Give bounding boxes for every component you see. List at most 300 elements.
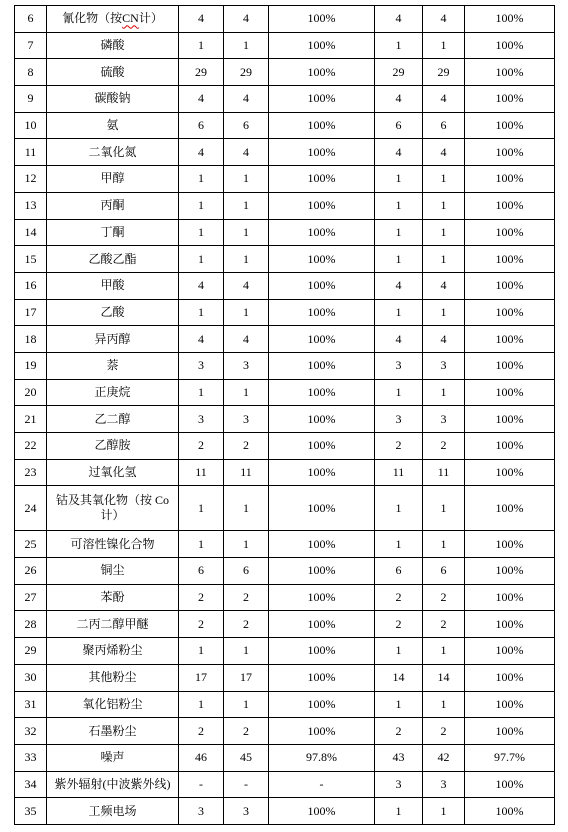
row-number-cell: 26 (15, 558, 47, 585)
value-1-cell: 1 (179, 638, 224, 665)
item-name-cell (47, 166, 179, 193)
value-1-cell: 4 (179, 272, 224, 299)
value-2-cell: 45 (224, 744, 269, 771)
value-4-cell: 1 (423, 32, 465, 59)
item-name-text: 氧化铝粉尘 (82, 696, 143, 711)
table-row (15, 379, 555, 406)
value-2-cell: 4 (224, 6, 269, 33)
rate-1-cell: 100% (269, 32, 375, 59)
row-number-cell: 31 (15, 691, 47, 718)
rate-2-cell: 100% (465, 406, 555, 433)
rate-1-cell: 100% (269, 584, 375, 611)
rate-2-cell: 100% (465, 59, 555, 86)
value-2-cell: 1 (224, 192, 269, 219)
row-number-cell: 30 (15, 664, 47, 691)
row-number-cell: 34 (15, 771, 47, 798)
rate-2-cell: 97.7% (465, 744, 555, 771)
value-4-cell: 6 (423, 558, 465, 585)
value-4-cell: 1 (423, 219, 465, 246)
value-4-cell: 4 (423, 272, 465, 299)
table-row (15, 112, 555, 139)
item-name-text: 可溶性镍化合物 (70, 536, 155, 551)
value-3-cell: 14 (375, 664, 423, 691)
rate-2-cell: 100% (465, 798, 555, 825)
rate-2-cell: 100% (465, 691, 555, 718)
row-number-cell: 25 (15, 531, 47, 558)
value-3-cell: 1 (375, 299, 423, 326)
item-name-text: 乙二醇 (94, 411, 131, 426)
rate-1-cell: 100% (269, 691, 375, 718)
value-1-cell: 2 (179, 433, 224, 460)
value-1-cell: 1 (179, 192, 224, 219)
item-name-tail: 计） (138, 11, 163, 26)
value-3-cell: 4 (375, 86, 423, 113)
rate-1-cell: 100% (269, 6, 375, 33)
item-name-cell (47, 299, 179, 326)
value-2-cell: 6 (224, 558, 269, 585)
rate-2-cell: 100% (465, 192, 555, 219)
value-4-cell: 2 (423, 584, 465, 611)
row-number-cell: 28 (15, 611, 47, 638)
table-row (15, 139, 555, 166)
rate-2-cell: 100% (465, 771, 555, 798)
item-name-cell (47, 798, 179, 825)
value-4-cell: 1 (423, 299, 465, 326)
value-2-cell: 4 (224, 86, 269, 113)
value-4-cell: 4 (423, 326, 465, 353)
value-2-cell: 3 (224, 406, 269, 433)
row-number-cell: 20 (15, 379, 47, 406)
item-name-cell (47, 459, 179, 486)
rate-1-cell: 100% (269, 379, 375, 406)
row-number-cell: 15 (15, 246, 47, 273)
table-row (15, 531, 555, 558)
item-name-cell (47, 352, 179, 379)
item-name-cell (47, 558, 179, 585)
row-number-cell: 27 (15, 584, 47, 611)
row-number-cell: 35 (15, 798, 47, 825)
value-4-cell: 29 (423, 59, 465, 86)
rate-1-cell: - (269, 771, 375, 798)
value-1-cell: 1 (179, 219, 224, 246)
item-name-cell (47, 59, 179, 86)
value-3-cell: 2 (375, 611, 423, 638)
row-number-cell: 11 (15, 139, 47, 166)
value-1-cell: 6 (179, 112, 224, 139)
table-row (15, 326, 555, 353)
value-3-cell: 4 (375, 326, 423, 353)
item-name-text: 碳酸钠 (94, 91, 131, 106)
rate-2-cell: 100% (465, 486, 555, 531)
value-1-cell: 1 (179, 531, 224, 558)
value-3-cell: 1 (375, 486, 423, 531)
rate-1-cell: 100% (269, 246, 375, 273)
value-2-cell: 2 (224, 611, 269, 638)
value-1-cell: 1 (179, 166, 224, 193)
item-name-cell (47, 611, 179, 638)
value-1-cell: 2 (179, 611, 224, 638)
row-number-cell: 16 (15, 272, 47, 299)
rate-1-cell: 100% (269, 406, 375, 433)
value-3-cell: 2 (375, 433, 423, 460)
value-2-cell: 1 (224, 486, 269, 531)
value-2-cell: 2 (224, 433, 269, 460)
item-name-text: 乙醇胺 (94, 438, 131, 453)
rate-1-cell: 100% (269, 272, 375, 299)
value-4-cell: 3 (423, 406, 465, 433)
rate-2-cell: 100% (465, 299, 555, 326)
rate-2-cell: 100% (465, 558, 555, 585)
row-number-cell: 19 (15, 352, 47, 379)
item-name-text: 甲酸 (100, 278, 125, 293)
value-1-cell: 1 (179, 379, 224, 406)
value-1-cell: 3 (179, 798, 224, 825)
item-name-text: 其他粉尘 (88, 670, 137, 685)
value-1-cell: 2 (179, 584, 224, 611)
item-name-text: 二丙二醇甲醚 (76, 616, 149, 631)
value-4-cell: 1 (423, 166, 465, 193)
item-name-cell (47, 326, 179, 353)
value-3-cell: 2 (375, 718, 423, 745)
row-number-cell: 6 (15, 6, 47, 33)
item-name-cell (47, 219, 179, 246)
value-3-cell: 1 (375, 219, 423, 246)
row-number-cell: 22 (15, 433, 47, 460)
value-4-cell: 4 (423, 86, 465, 113)
value-4-cell: 6 (423, 112, 465, 139)
table-body (15, 6, 555, 825)
table-row (15, 664, 555, 691)
item-name-cell (47, 272, 179, 299)
row-number-cell: 14 (15, 219, 47, 246)
value-3-cell: 6 (375, 558, 423, 585)
row-number-cell: 21 (15, 406, 47, 433)
row-number-cell: 9 (15, 86, 47, 113)
rate-1-cell: 100% (269, 86, 375, 113)
value-4-cell: 14 (423, 664, 465, 691)
value-1-cell: 2 (179, 718, 224, 745)
row-number-cell: 12 (15, 166, 47, 193)
table-row (15, 798, 555, 825)
item-name-cell (47, 139, 179, 166)
value-2-cell: 1 (224, 166, 269, 193)
value-3-cell: 1 (375, 246, 423, 273)
item-name-cell (47, 691, 179, 718)
value-3-cell: 3 (375, 352, 423, 379)
row-number-cell: 29 (15, 638, 47, 665)
item-name-text: 石墨粉尘 (88, 723, 137, 738)
rate-1-cell: 100% (269, 459, 375, 486)
value-3-cell: 29 (375, 59, 423, 86)
rate-2-cell: 100% (465, 584, 555, 611)
item-name-cell (47, 638, 179, 665)
value-2-cell: 2 (224, 584, 269, 611)
row-number-cell: 33 (15, 744, 47, 771)
value-1-cell: 1 (179, 691, 224, 718)
rate-1-cell: 100% (269, 486, 375, 531)
item-name-text: 苯酚 (100, 590, 125, 605)
rate-2-cell: 100% (465, 664, 555, 691)
rate-2-cell: 100% (465, 531, 555, 558)
value-1-cell: 4 (179, 86, 224, 113)
value-3-cell: 1 (375, 798, 423, 825)
rate-1-cell: 100% (269, 531, 375, 558)
item-name-text: 磷酸 (100, 38, 125, 53)
item-name-text: 噪声 (100, 750, 125, 765)
value-3-cell: 1 (375, 531, 423, 558)
row-number-cell: 23 (15, 459, 47, 486)
item-name-cell (47, 32, 179, 59)
value-1-cell: 4 (179, 139, 224, 166)
item-name-text: 二氧化氮 (88, 144, 137, 159)
value-2-cell: - (224, 771, 269, 798)
rate-2-cell: 100% (465, 326, 555, 353)
item-name-cell (47, 433, 179, 460)
value-4-cell: 2 (423, 718, 465, 745)
value-2-cell: 2 (224, 718, 269, 745)
value-3-cell: 1 (375, 691, 423, 718)
value-2-cell: 1 (224, 32, 269, 59)
value-3-cell: 4 (375, 272, 423, 299)
value-1-cell: 46 (179, 744, 224, 771)
item-name-text: 工频电场 (88, 803, 137, 818)
item-name-cell (47, 6, 179, 33)
rate-1-cell: 100% (269, 219, 375, 246)
table-row (15, 299, 555, 326)
value-4-cell: 4 (423, 6, 465, 33)
value-4-cell: 2 (423, 611, 465, 638)
value-1-cell: 1 (179, 299, 224, 326)
rate-1-cell: 100% (269, 299, 375, 326)
value-2-cell: 11 (224, 459, 269, 486)
value-2-cell: 17 (224, 664, 269, 691)
table-row (15, 192, 555, 219)
rate-2-cell: 100% (465, 139, 555, 166)
rate-2-cell: 100% (465, 611, 555, 638)
value-4-cell: 1 (423, 531, 465, 558)
value-3-cell: 1 (375, 166, 423, 193)
value-3-cell: 4 (375, 139, 423, 166)
rate-2-cell: 100% (465, 166, 555, 193)
item-name-cell (47, 86, 179, 113)
value-2-cell: 3 (224, 798, 269, 825)
rate-1-cell: 100% (269, 558, 375, 585)
rate-2-cell: 100% (465, 352, 555, 379)
item-name-text: 聚丙烯粉尘 (82, 643, 143, 658)
row-number-cell: 32 (15, 718, 47, 745)
rate-1-cell: 100% (269, 611, 375, 638)
table-row (15, 558, 555, 585)
rate-2-cell: 100% (465, 32, 555, 59)
value-3-cell: 1 (375, 379, 423, 406)
item-name-text: 乙酸 (100, 304, 125, 319)
value-2-cell: 1 (224, 379, 269, 406)
item-name-cell (47, 112, 179, 139)
value-2-cell: 4 (224, 326, 269, 353)
value-2-cell: 4 (224, 139, 269, 166)
item-name-cell (47, 379, 179, 406)
item-name-cell (47, 531, 179, 558)
value-1-cell: 11 (179, 459, 224, 486)
item-name-cell (47, 584, 179, 611)
value-3-cell: 3 (375, 406, 423, 433)
table-row (15, 32, 555, 59)
value-4-cell: 3 (423, 771, 465, 798)
value-2-cell: 1 (224, 246, 269, 273)
value-4-cell: 3 (423, 352, 465, 379)
item-name-underlined: CN (122, 11, 139, 26)
table-row (15, 86, 555, 113)
value-4-cell: 2 (423, 433, 465, 460)
rate-2-cell: 100% (465, 379, 555, 406)
item-name-text: 氰化物（按 (62, 11, 123, 26)
value-2-cell: 6 (224, 112, 269, 139)
item-name-cell (47, 246, 179, 273)
value-4-cell: 42 (423, 744, 465, 771)
item-name-text: 紫外辐射(中波紫外线) (54, 776, 171, 791)
item-name-text: 丙酮 (100, 198, 125, 213)
table-row (15, 691, 555, 718)
table-row (15, 272, 555, 299)
table-row (15, 352, 555, 379)
table-row (15, 744, 555, 771)
value-3-cell: 6 (375, 112, 423, 139)
rate-1-cell: 100% (269, 112, 375, 139)
table-row (15, 219, 555, 246)
item-name-text: 丁酮 (100, 224, 125, 239)
item-name-text: 钴及其氧化物（按 Co 计） (55, 493, 169, 523)
table-row (15, 6, 555, 33)
row-number-cell: 13 (15, 192, 47, 219)
table-row (15, 166, 555, 193)
table-row (15, 638, 555, 665)
item-name-text: 氨 (106, 118, 119, 133)
row-number-cell: 7 (15, 32, 47, 59)
item-name-cell (47, 406, 179, 433)
value-3-cell: 1 (375, 638, 423, 665)
item-name-cell (47, 192, 179, 219)
value-4-cell: 1 (423, 246, 465, 273)
value-1-cell: 4 (179, 6, 224, 33)
value-1-cell: 3 (179, 352, 224, 379)
value-1-cell: 1 (179, 486, 224, 531)
value-4-cell: 1 (423, 379, 465, 406)
value-1-cell: 1 (179, 246, 224, 273)
rate-1-cell: 100% (269, 139, 375, 166)
table-row (15, 771, 555, 798)
item-name-text: 正庚烷 (94, 384, 131, 399)
value-2-cell: 29 (224, 59, 269, 86)
value-2-cell: 1 (224, 638, 269, 665)
item-name-text: 萘 (106, 358, 119, 373)
value-4-cell: 11 (423, 459, 465, 486)
table-row (15, 584, 555, 611)
rate-2-cell: 100% (465, 112, 555, 139)
value-3-cell: 4 (375, 6, 423, 33)
value-1-cell: 3 (179, 406, 224, 433)
value-3-cell: 1 (375, 192, 423, 219)
value-3-cell: 43 (375, 744, 423, 771)
value-4-cell: 1 (423, 638, 465, 665)
item-name-cell (47, 771, 179, 798)
rate-1-cell: 100% (269, 59, 375, 86)
value-1-cell: 4 (179, 326, 224, 353)
value-1-cell: - (179, 771, 224, 798)
table-row (15, 59, 555, 86)
value-3-cell: 1 (375, 32, 423, 59)
value-2-cell: 1 (224, 299, 269, 326)
rate-2-cell: 100% (465, 246, 555, 273)
item-name-text: 过氧化氢 (88, 465, 137, 480)
rate-2-cell: 100% (465, 638, 555, 665)
rate-1-cell: 100% (269, 352, 375, 379)
rate-1-cell: 100% (269, 638, 375, 665)
row-number-cell: 8 (15, 59, 47, 86)
value-1-cell: 17 (179, 664, 224, 691)
item-name-cell (47, 744, 179, 771)
rate-2-cell: 100% (465, 718, 555, 745)
rate-1-cell: 100% (269, 718, 375, 745)
item-name-text: 甲醇 (100, 171, 125, 186)
table-row (15, 718, 555, 745)
table-row (15, 459, 555, 486)
value-2-cell: 3 (224, 352, 269, 379)
table-row (15, 433, 555, 460)
item-name-text: 乙酸乙酯 (88, 251, 137, 266)
row-number-cell: 10 (15, 112, 47, 139)
rate-2-cell: 100% (465, 86, 555, 113)
value-1-cell: 1 (179, 32, 224, 59)
rate-2-cell: 100% (465, 219, 555, 246)
item-name-text: 异丙醇 (94, 331, 131, 346)
results-table (14, 5, 555, 825)
rate-1-cell: 100% (269, 664, 375, 691)
row-number-cell: 18 (15, 326, 47, 353)
value-3-cell: 2 (375, 584, 423, 611)
value-4-cell: 1 (423, 798, 465, 825)
value-1-cell: 6 (179, 558, 224, 585)
rate-1-cell: 100% (269, 192, 375, 219)
rate-1-cell: 100% (269, 433, 375, 460)
value-1-cell: 29 (179, 59, 224, 86)
rate-1-cell: 100% (269, 326, 375, 353)
table-row (15, 246, 555, 273)
value-4-cell: 4 (423, 139, 465, 166)
value-4-cell: 1 (423, 486, 465, 531)
rate-1-cell: 100% (269, 798, 375, 825)
value-4-cell: 1 (423, 192, 465, 219)
value-3-cell: 3 (375, 771, 423, 798)
value-2-cell: 1 (224, 219, 269, 246)
item-name-cell (47, 718, 179, 745)
rate-2-cell: 100% (465, 459, 555, 486)
row-number-cell: 24 (15, 486, 47, 531)
item-name-text: 铜尘 (100, 563, 125, 578)
rate-2-cell: 100% (465, 6, 555, 33)
value-2-cell: 1 (224, 691, 269, 718)
value-3-cell: 11 (375, 459, 423, 486)
item-name-cell (47, 486, 179, 531)
table-row (15, 406, 555, 433)
value-4-cell: 1 (423, 691, 465, 718)
rate-1-cell: 100% (269, 166, 375, 193)
value-2-cell: 4 (224, 272, 269, 299)
row-number-cell: 17 (15, 299, 47, 326)
table-row (15, 486, 555, 531)
table-row (15, 611, 555, 638)
rate-1-cell: 97.8% (269, 744, 375, 771)
rate-2-cell: 100% (465, 433, 555, 460)
